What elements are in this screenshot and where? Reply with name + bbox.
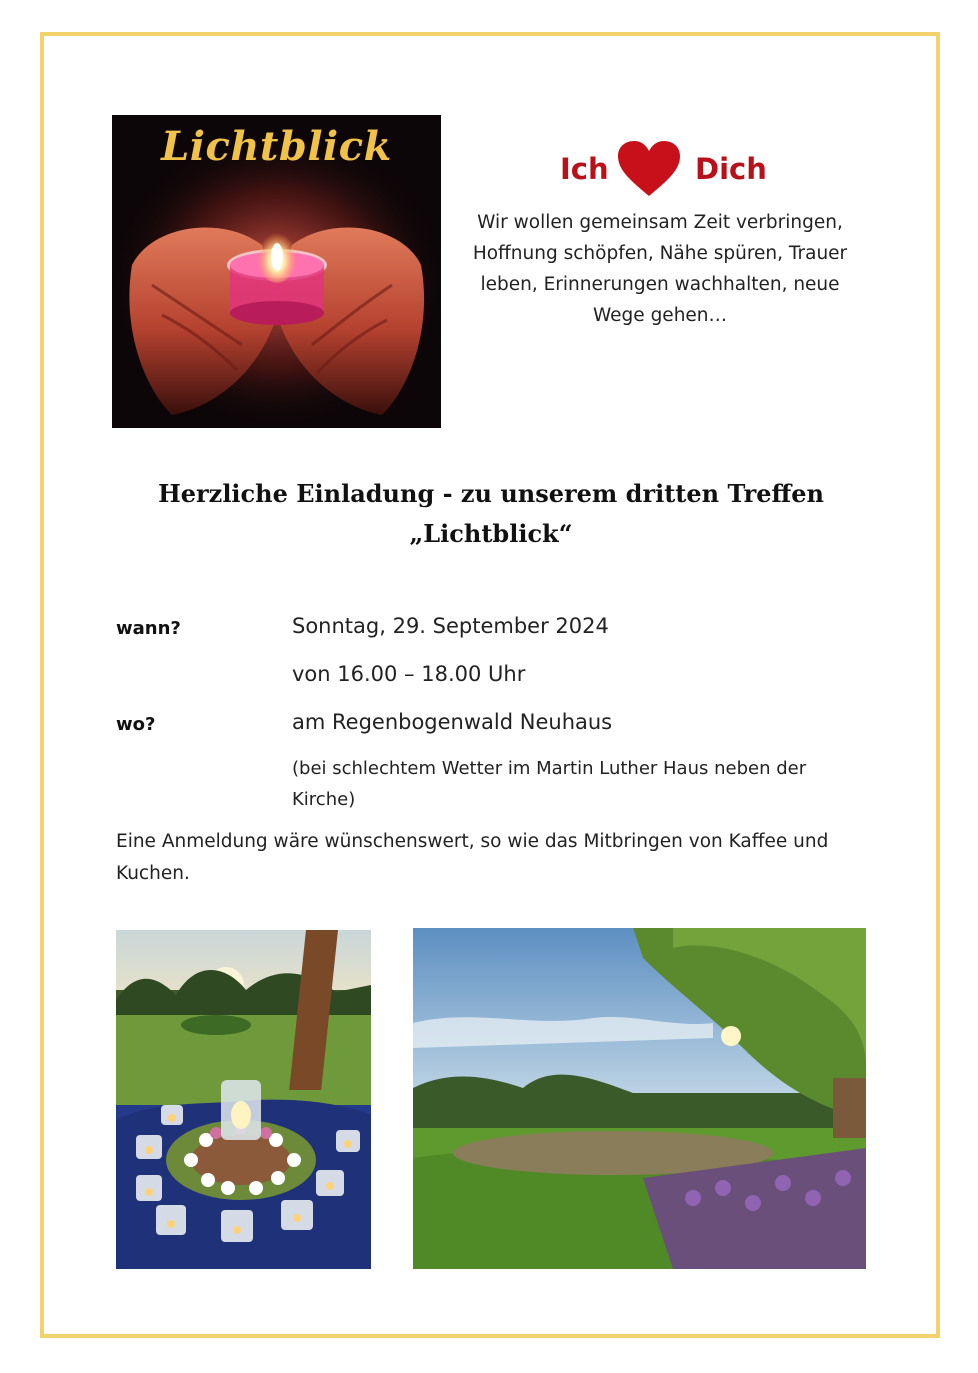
signup-line: Kuchen. <box>116 863 190 884</box>
intro-line: Wege gehen… <box>592 305 728 326</box>
garden-illustration <box>413 928 866 1269</box>
when-label: wann? <box>116 618 181 639</box>
headline-line-1: Herzliche Einladung - zu unserem dritten Treffen <box>158 479 824 508</box>
tagline-dich: Dich <box>695 152 767 186</box>
signup-note <box>116 826 876 890</box>
intro-line: Wir wollen gemeinsam Zeit verbringen, <box>477 212 843 233</box>
tagline-ich: Ich <box>560 152 609 186</box>
weather-note-line: Kirche) <box>292 789 356 810</box>
candle-table-illustration <box>116 930 371 1269</box>
intro-line: Hoffnung schöpfen, Nähe spüren, Trauer <box>472 243 848 264</box>
photo-candle-table <box>116 930 371 1269</box>
hero-title: Lichtblick <box>161 123 392 170</box>
weather-note <box>292 753 852 815</box>
event-place: am Regenbogenwald Neuhaus <box>292 710 613 734</box>
event-date: Sonntag, 29. September 2024 <box>292 614 609 638</box>
signup-line: Eine Anmeldung wäre wünschenswert, so wie das Mitbringen von Kaffee und <box>116 831 829 852</box>
photo-garden <box>413 928 866 1269</box>
intro-text <box>462 207 858 331</box>
headline-line-2: „Lichtblick“ <box>409 519 573 548</box>
heart-icon <box>616 140 682 198</box>
weather-note-line: (bei schlechtem Wetter im Martin Luther Haus neben der <box>292 758 807 779</box>
intro-line: leben, Erinnerungen wachhalten, neue <box>480 274 840 295</box>
invitation-headline <box>60 474 922 554</box>
event-time: von 16.00 – 18.00 Uhr <box>292 662 526 686</box>
ich-dich-tagline <box>540 140 780 200</box>
hero-image <box>112 115 441 428</box>
where-label: wo? <box>116 714 156 735</box>
